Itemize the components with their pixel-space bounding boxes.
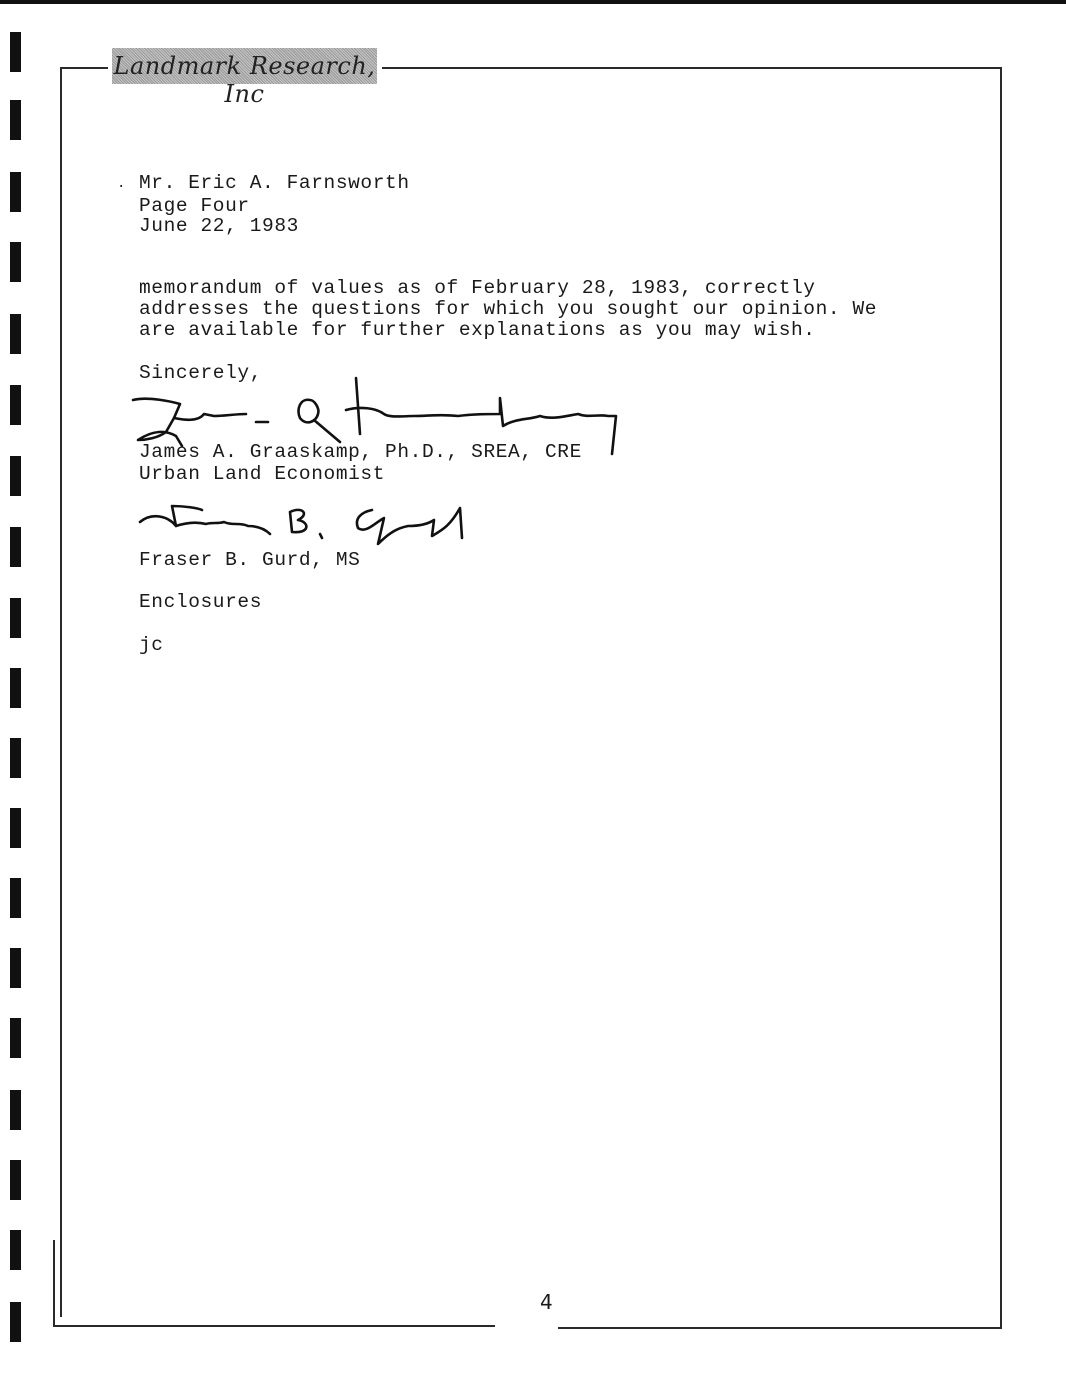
- frame-bottom-right: [558, 1327, 1002, 1329]
- signatory2-name: Fraser B. Gurd, MS: [139, 549, 361, 571]
- letter-date: June 22, 1983: [139, 215, 299, 237]
- recipient-name: Mr. Eric A. Farnsworth: [139, 172, 410, 194]
- letterhead-logo: [112, 48, 377, 108]
- signatory1-title: Urban Land Economist: [139, 463, 386, 485]
- typist-initials: jc: [139, 634, 164, 656]
- page-label: Page Four: [139, 195, 250, 217]
- body-line-1: memorandum of values as of February 28, 1983, correctly: [139, 277, 816, 299]
- frame-left-lower: [53, 1240, 55, 1326]
- signature-gurd: [132, 482, 492, 554]
- frame-top-left: [60, 67, 108, 69]
- body-line-3: are available for further explanations as you may wish.: [139, 319, 816, 341]
- frame-right: [1000, 67, 1002, 1329]
- top-edge-rule: [0, 0, 1066, 4]
- closing: Sincerely,: [139, 362, 263, 384]
- frame-top-right: [382, 67, 1002, 69]
- body-line-2: addresses the questions for which you sought our opinion. We: [139, 298, 878, 320]
- enclosures: Enclosures: [139, 591, 263, 613]
- signatory1-name: James A. Graaskamp, Ph.D., SREA, CRE: [139, 441, 582, 463]
- binding-holes: [10, 0, 22, 1380]
- frame-left: [60, 67, 62, 1317]
- page-number: 4: [540, 1290, 553, 1314]
- frame-bottom-left: [53, 1325, 495, 1327]
- letterhead-company: Landmark Research, Inc: [113, 52, 376, 108]
- margin-dot: ·: [117, 179, 126, 195]
